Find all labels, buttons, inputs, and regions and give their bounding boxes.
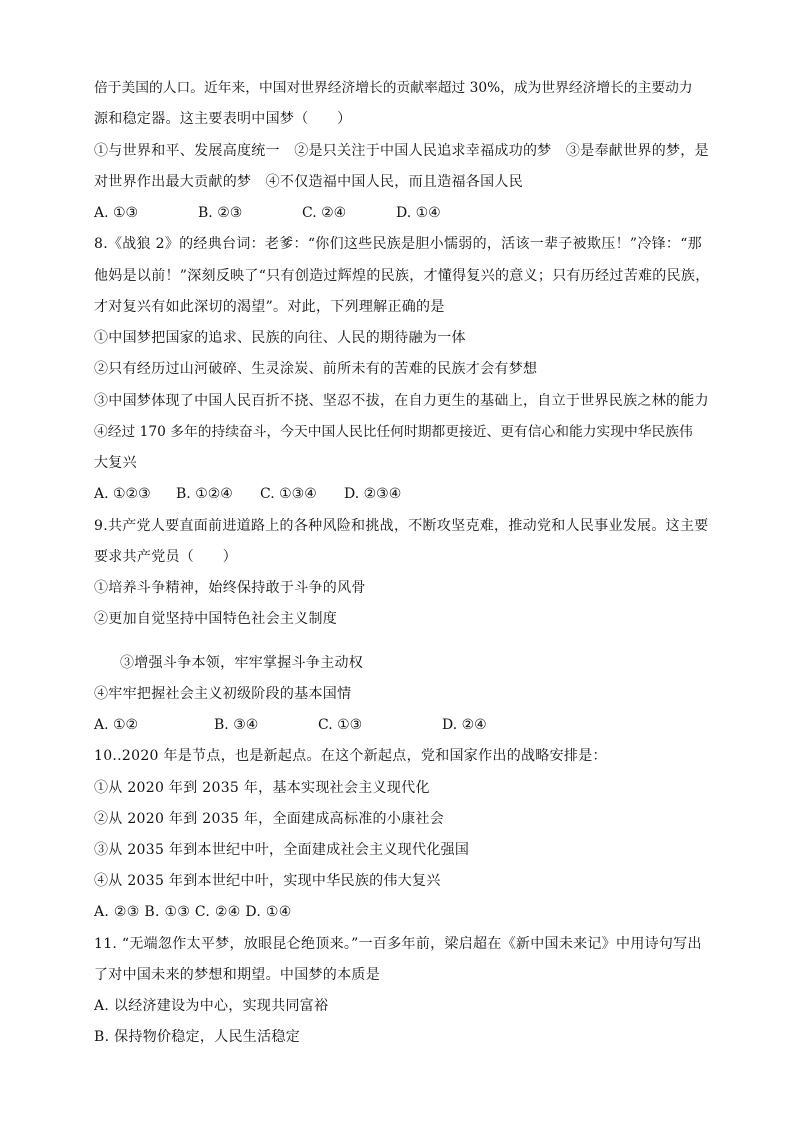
q8-line-1: 8.《战狼 2》的经典台词：老爹：“你们这些民族是胆小懦弱的，活该一辈子被欺压！”冷锋：“那 — [94, 236, 702, 252]
q9-line-3: ①培养斗争精神，始终保持敢于斗争的风骨 — [94, 580, 366, 596]
q7-line-1: 倍于美国的人口。近年来，中国对世界经济增长的贡献率超过 30%，成为世界经济增长的主要动力 — [94, 80, 693, 96]
q7-line-4: 对世界作出最大贡献的梦 ④不仅造福中国人民，而且造福各国人民 — [94, 174, 523, 190]
q10-line-4: ③从 2035 年到本世纪中叶，全面建成社会主义现代化强国 — [94, 842, 470, 858]
q7-option-c: C. ②④ — [302, 205, 347, 221]
q8-line-8: 大复兴 — [94, 455, 137, 471]
q7-options — [94, 203, 441, 223]
q7-option-b: B. ②③ — [198, 205, 243, 221]
q8-line-7: ④经过 170 多年的持续奋斗，今天中国人民比任何时期都更接近、更有信心和能力实现中华民族伟 — [94, 424, 693, 440]
q11-option-b: B. 保持物价稳定，人民生活稳定 — [94, 1029, 300, 1045]
q8-line-2: 他妈是以前！”深刻反映了“只有创造过辉煌的民族，才懂得复兴的意义；只有历经过苦难的民族， — [94, 268, 710, 284]
q8-line-3: 才对复兴有如此深切的渴望”。对此，下列理解正确的是 — [94, 299, 445, 315]
q9-line-4: ②更加自觉坚持中国特色社会主义制度 — [94, 611, 338, 627]
q8-options — [94, 484, 401, 504]
q9-line-5: ③增强斗争本领，牢牢掌握斗争主动权 — [120, 655, 364, 671]
q10-line-3: ②从 2020 年到 2035 年，全面建成高标准的小康社会 — [94, 811, 445, 827]
q9-options — [94, 715, 487, 735]
q9-option-c: C. ①③ — [318, 717, 363, 733]
q7-line-3: ①与世界和平、发展高度统一 ②是只关注于中国人民追求幸福成功的梦 ③是奉献世界的梦，是 — [94, 143, 709, 159]
q8-line-6: ③中国梦体现了中国人民百折不挠、坚忍不拔，在自力更生的基础上，自立于世界民族之林的能力 — [94, 393, 709, 409]
q8-option-c: C. ①③④ — [260, 486, 317, 502]
q10-line-2: ①从 2020 年到 2035 年，基本实现社会主义现代化 — [94, 780, 430, 796]
q9-line-2: 要求共产党员（ ） — [94, 549, 237, 565]
q8-line-4: ①中国梦把国家的追求、民族的向往、人民的期待融为一体 — [94, 330, 466, 346]
q8-option-a: A. ①②③ — [94, 486, 151, 502]
q9-line-1: 9.共产党人要直面前进道路上的各种风险和挑战，不断攻坚克难，推动党和人民事业发展。这主要 — [94, 518, 709, 534]
q11-line-1: 11. “无端忽作太平梦，放眼昆仑绝顶来。”一百多年前，梁启超在《新中国未来记》中用诗句写出 — [94, 936, 702, 952]
q11-option-a: A. 以经济建设为中心，实现共同富裕 — [94, 998, 329, 1014]
q9-line-6: ④牢牢把握社会主义初级阶段的基本国情 — [94, 686, 352, 702]
q8-line-5: ②只有经历过山河破碎、生灵涂炭、前所未有的苦难的民族才会有梦想 — [94, 361, 538, 377]
q10-options: A. ②③ B. ①③ C. ②④ D. ①④ — [94, 904, 292, 920]
q9-option-b: B. ③④ — [214, 717, 259, 733]
q8-option-b: B. ①②④ — [176, 486, 233, 502]
q7-option-a: A. ①③ — [94, 205, 139, 221]
q7-option-d: D. ①④ — [396, 205, 441, 221]
q11-line-2: 了对中国未来的梦想和期望。中国梦的本质是 — [94, 967, 380, 983]
q10-line-5: ④从 2035 年到本世纪中叶，实现中华民族的伟大复兴 — [94, 873, 441, 889]
q9-option-a: A. ①② — [94, 717, 139, 733]
q7-line-2: 源和稳定器。这主要表明中国梦（ ） — [94, 111, 352, 127]
q8-option-d: D. ②③④ — [344, 486, 402, 502]
q9-option-d: D. ②④ — [442, 717, 487, 733]
q10-line-1: 10..2020 年是节点，也是新起点。在这个新起点，党和国家作出的战略安排是： — [94, 748, 607, 764]
